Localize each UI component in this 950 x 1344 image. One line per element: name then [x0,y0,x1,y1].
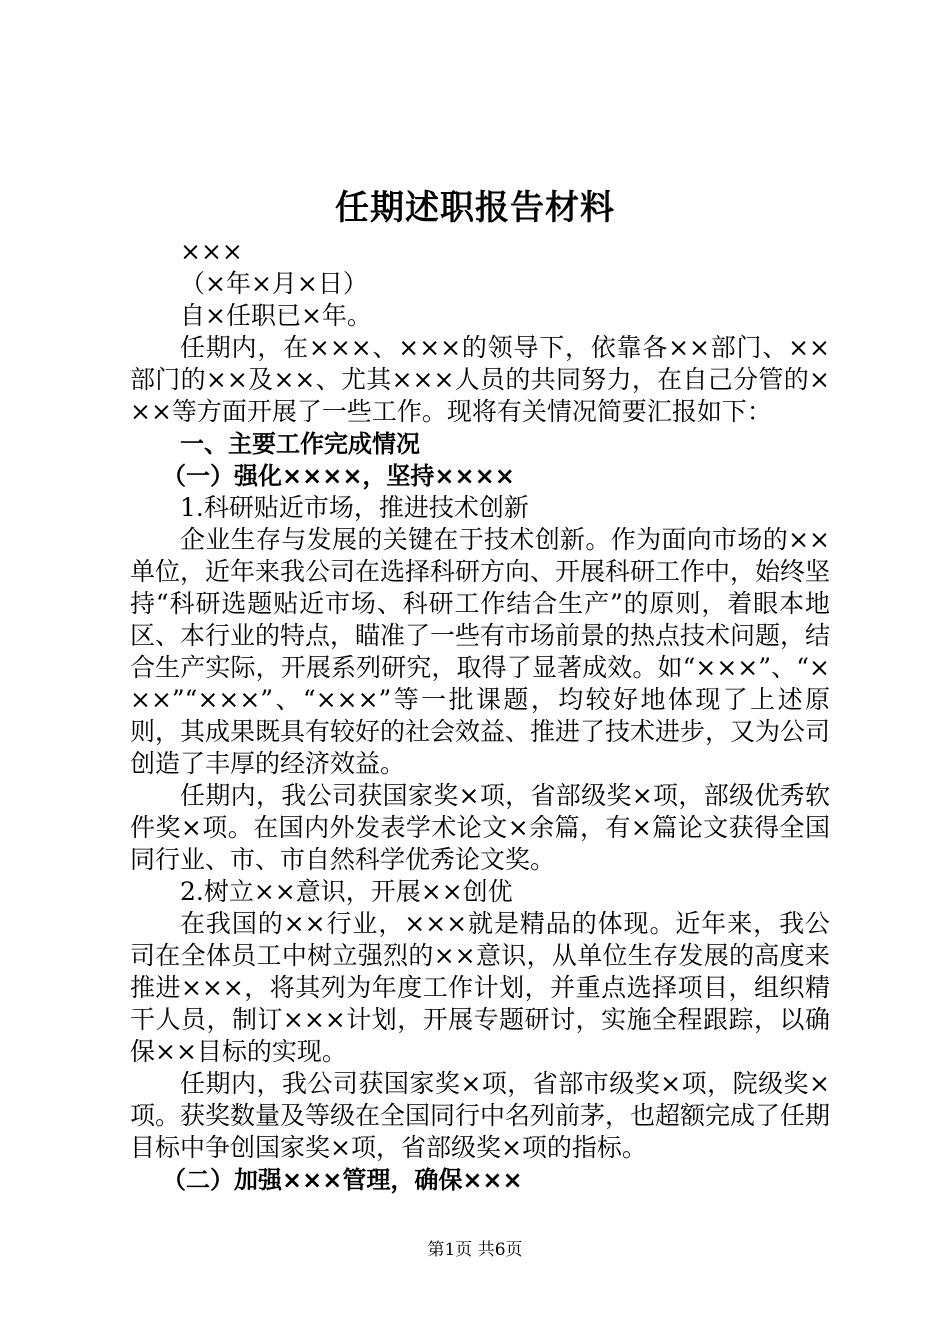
subsection-heading: （一）强化××××，坚持×××× [162,462,515,490]
paragraph: 任期内，我公司获国家奖×项，省部级奖×项，部级优秀软件奖×项。在国内外发表学术论文×余篇，有×篇论文获得全国同行业、市、市自然科学优秀论文奖。 [130,781,830,874]
document-title: 任期述职报告材料 [335,188,615,228]
document-body [130,236,830,1196]
subsection-heading: （二）加强×××管理，确保××× [162,1166,523,1194]
paragraph: 在我国的××行业，×××就是精品的体现。近年来，我公司在全体员工中树立强烈的××意识，从单位生存发展的高度来推进×××，将其列为年度工作计划，并重点选择项目，组织精干人员，制订×××计划，开展专题研讨，实施全程跟踪，以确保××目标的实现。 [130,909,830,1066]
paragraph: 任期内，我公司获国家奖×项，省部市级奖×项，院级奖×项。获奖数量及等级在全国同行中名列前茅，也超额完成了任期目标中争创国家奖×项，省部级奖×项的指标。 [130,1069,831,1162]
author-line: ××× [180,237,243,266]
item-heading: 1.科研贴近市场，推进技术创新 [180,493,529,522]
date-line: （×年×月×日） [180,269,368,298]
paragraph: 企业生存与发展的关键在于技术创新。作为面向市场的××单位，近年来我公司在选择科研方向、开展科研工作中，始终坚持“科研选题贴近市场、科研工作结合生产”的原则，着眼本地区、本行业的特点，瞄准了一些有市场前景的热点技术问题，结合生产实际，开展系列研究，取得了显著成效。如“×××”、“×××”“×××”、“×××”等一批课题，均较好地体现了上述原则，其成果既具有较好的社会效益、推进了技术进步，又为公司创造了丰厚的经济效益。 [130,525,831,778]
paragraph: 任期内，在×××、×××的领导下，依靠各××部门、××部门的××及××、尤其×××人员的共同努力，在自己分管的×××等方面开展了一些工作。现将有关情况简要汇报如下： [130,333,830,426]
section-heading: 一、主要工作完成情况 [180,430,420,458]
page-footer: 第1页 共6页 [427,1240,523,1260]
item-heading: 2.树立××意识，开展××创优 [180,877,513,906]
paragraph: 自×任职已×年。 [180,301,372,330]
